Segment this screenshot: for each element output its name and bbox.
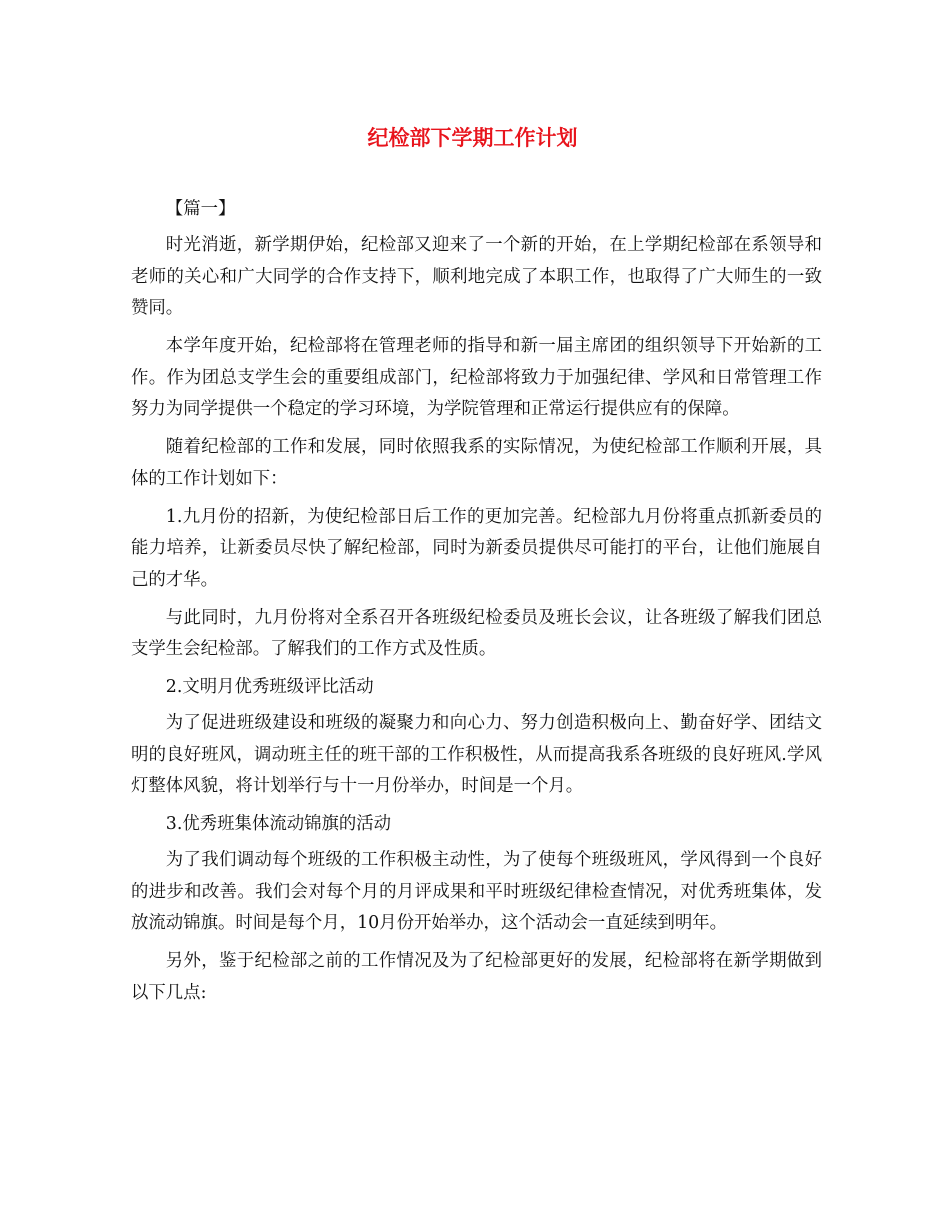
paragraph-item-2: 为了促进班级建设和班级的凝聚力和向心力、努力创造积极向上、勤奋好学、团结文明的良好班风，调动班主任的班干部的工作积极性，从而提高我系各班级的良好班风.学风灯整体风貌，将计划举行与十一月份举办，时间是一个月。 <box>131 713 822 796</box>
document-title: 纪检部下学期工作计划 <box>367 125 578 150</box>
paragraph-meeting: 与此同时，九月份将对全系召开各班级纪检委员及班长会议，让各班级了解我们团总支学生会纪检部。了解我们的工作方式及性质。 <box>131 607 822 659</box>
paragraph-additional: 另外，鉴于纪检部之前的工作情况及为了纪检部更好的发展，纪检部将在新学期做到以下几点: <box>131 951 822 1003</box>
paragraph-intro: 时光消逝，新学期伊始，纪检部又迎来了一个新的开始，在上学期纪检部在系领导和老师的关心和广大同学的合作支持下，顺利地完成了本职工作，也取得了广大师生的一致赞同。 <box>131 235 822 318</box>
paragraph-new-year: 本学年度开始，纪检部将在管理老师的指导和新一届主席团的组织领导下开始新的工作。作为团总支学生会的重要组成部门，纪检部将致力于加强纪律、学风和日常管理工作努力为同学提供一个稳定的学习环境，为学院管理和正常运行提供应有的保障。 <box>131 336 822 419</box>
heading-item-3: 3.优秀班集体流动锦旗的活动 <box>165 814 392 834</box>
section-label: 【篇一】 <box>165 199 236 219</box>
paragraph-item-3: 为了我们调动每个班级的工作积极主动性，为了使每个班级班风，学风得到一个良好的进步和改善。我们会对每个月的月评成果和平时班级纪律检查情况，对优秀班集体，发放流动锦旗。时间是每个月，10月份开始举办，这个活动会一直延续到明年。 <box>131 850 822 933</box>
title-spacer <box>131 158 822 194</box>
paragraph-item-1: 1.九月份的招新，为使纪检部日后工作的更加完善。纪检部九月份将重点抓新委员的能力培养，让新委员尽快了解纪检部，同时为新委员提供尽可能打的平台，让他们施展自己的才华。 <box>131 506 822 590</box>
paragraph-plan-lead: 随着纪检部的工作和发展，同时依照我系的实际情况，为使纪检部工作顺利开展，具体的工作计划如下： <box>131 437 822 489</box>
heading-item-2: 2.文明月优秀班级评比活动 <box>165 677 374 697</box>
